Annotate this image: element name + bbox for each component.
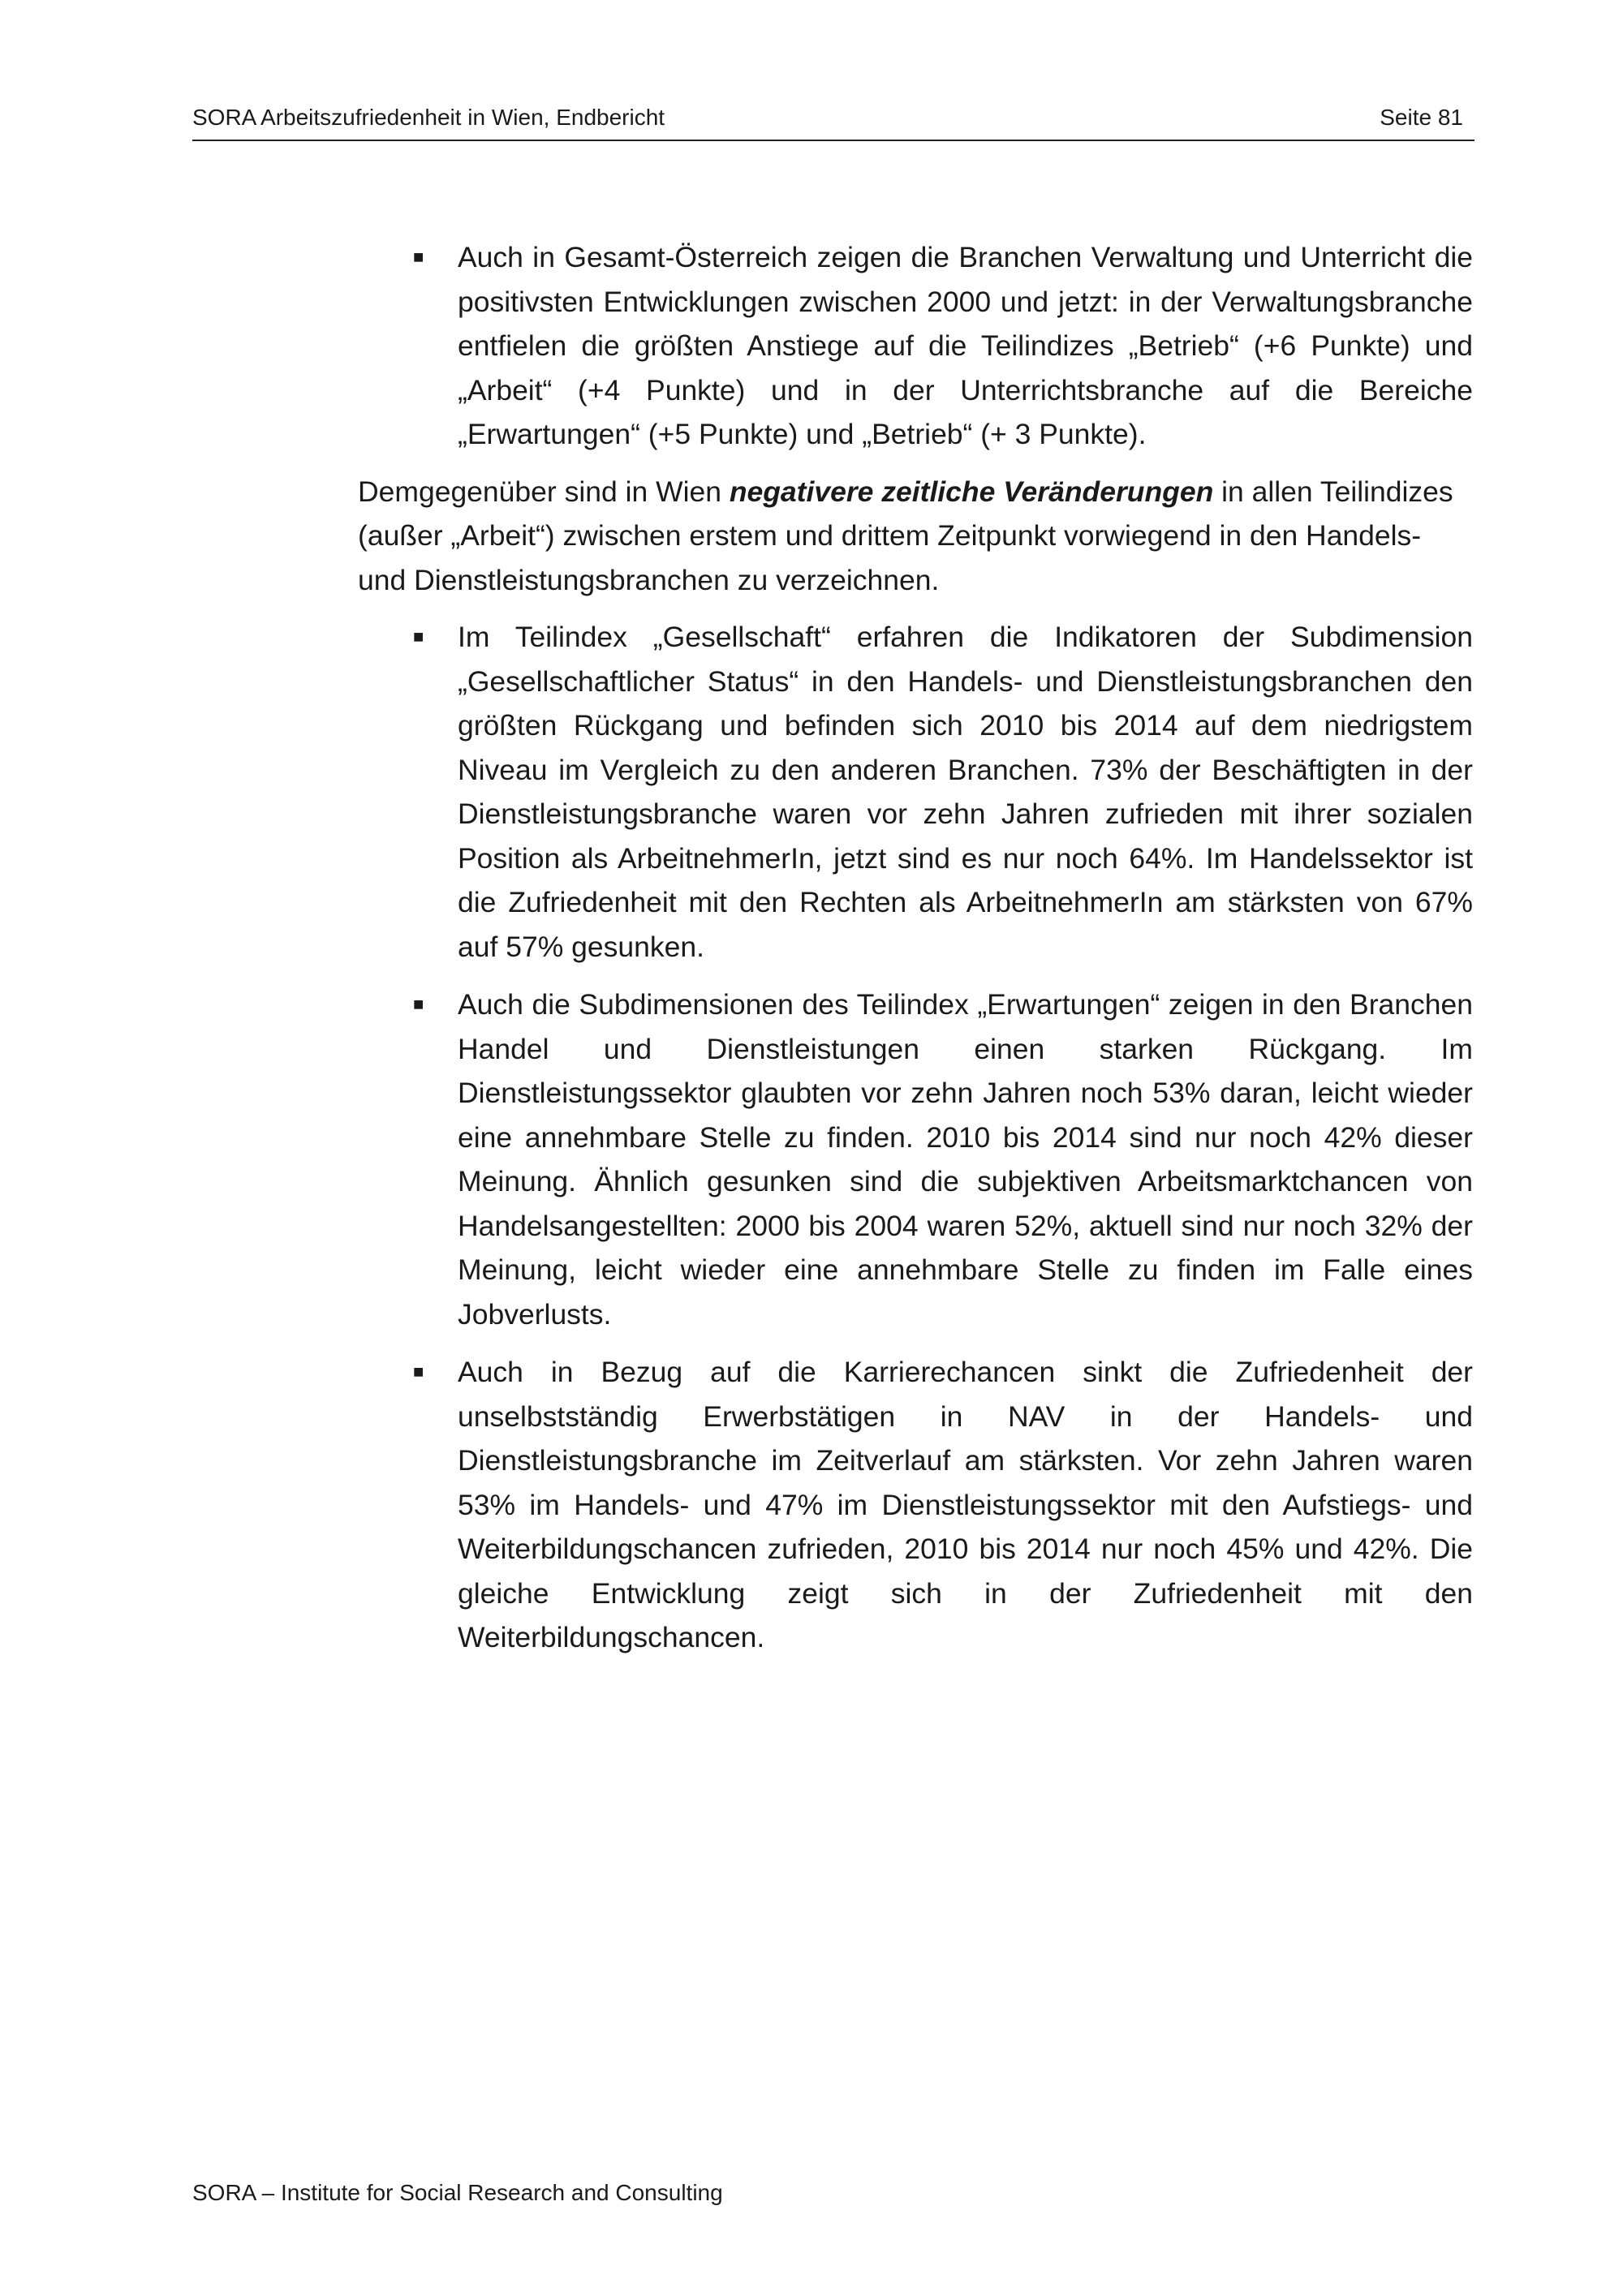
bullet-text: Auch in Bezug auf die Karrierechancen sinkt die Zufriedenheit der unselbstständig Erwerbstätigen in NAV in der Handels- und Dienstleistungsbranche im Zeitverlauf am stärksten. Vor zehn Jahren waren 53% im Handels- und 47% im Dienstleistungssektor mit den Aufstiegs- und Weiterbildungschancen zufrieden, 2010 bis 2014 nur noch 45% und 42%. Die gleiche Entwicklung zeigt sich in der Zufriedenheit mit den Weiterbildungschancen. (458, 1356, 1473, 1653)
paragraph-text-start: Demgegenüber sind in Wien (358, 475, 730, 508)
page-number: Seite 81 (1380, 105, 1463, 130)
bullet-marker: ■ (413, 626, 424, 647)
bullet-item-2 (358, 615, 1473, 969)
bullet-item-4 (358, 1350, 1473, 1660)
emphasis-text: negativere zeitliche Veränderungen (729, 475, 1214, 508)
bullet-item-3 (358, 982, 1473, 1336)
bullet-text: Im Teilindex „Gesellschaft“ erfahren die Indikatoren der Subdimension „Gesellschaftlicher Status“ in den Handels- und Dienstleistungsbranchen den größten Rückgang und befinden sich 2010 bis 2014 auf dem niedrigstem Niveau im Vergleich zu den anderen Branchen. 73% der Beschäftigten in der Dienstleistungsbranche waren vor zehn Jahren zufrieden mit ihrer sozialen Position als ArbeitnehmerIn, jetzt sind es nur noch 64%. Im Handelssektor ist die Zufriedenheit mit den Rechten als ArbeitnehmerIn am stärksten von 67% auf 57% gesunken. (458, 621, 1473, 963)
bullet-text: Auch die Subdimensionen des Teilindex „Erwartungen“ zeigen in den Branchen Handel und Dienstleistungen einen starken Rückgang. Im Dienstleistungssektor glaubten vor zehn Jahren noch 53% daran, leicht wieder eine annehmbare Stelle zu finden. 2010 bis 2014 sind nur noch 42% dieser Meinung. Ähnlich gesunken sind die subjektiven Arbeitsmarktchancen von Handelsangestellten: 2000 bis 2004 waren 52%, aktuell sind nur noch 32% der Meinung, leicht wieder eine annehmbare Stelle zu finden im Falle eines Jobverlusts. (458, 988, 1473, 1331)
paragraph (358, 470, 1473, 603)
page-footer: SORA – Institute for Social Research and Consulting (192, 2180, 723, 2205)
bullet-marker: ■ (413, 247, 424, 267)
bullet-text: Auch in Gesamt-Österreich zeigen die Branchen Verwaltung und Unterricht die positivsten Entwicklungen zwischen 2000 und jetzt: in der Verwaltungsbranche entfielen die größten Anstiege auf die Teilindizes „Betrieb“ (+6 Punkte) und „Arbeit“ (+4 Punkte) und in der Unterrichtsbranche auf die Bereiche „Erwartungen“ (+5 Punkte) und „Betrieb“ (+ 3 Punkte). (458, 241, 1473, 450)
document-body (358, 235, 1473, 1660)
bullet-item-1 (358, 235, 1473, 457)
bullet-marker: ■ (413, 1361, 424, 1382)
header-title: SORA Arbeitszufriedenheit in Wien, Endbericht (192, 105, 665, 130)
paragraph-text-end: in allen Teilindizes (außer „Arbeit“) zwischen erstem und drittem Zeitpunkt vorwiegend in den Handels- und Dienstleistungsbranchen zu verzeichnen. (358, 475, 1453, 596)
bullet-marker: ■ (413, 994, 424, 1014)
page-header (192, 104, 1474, 141)
